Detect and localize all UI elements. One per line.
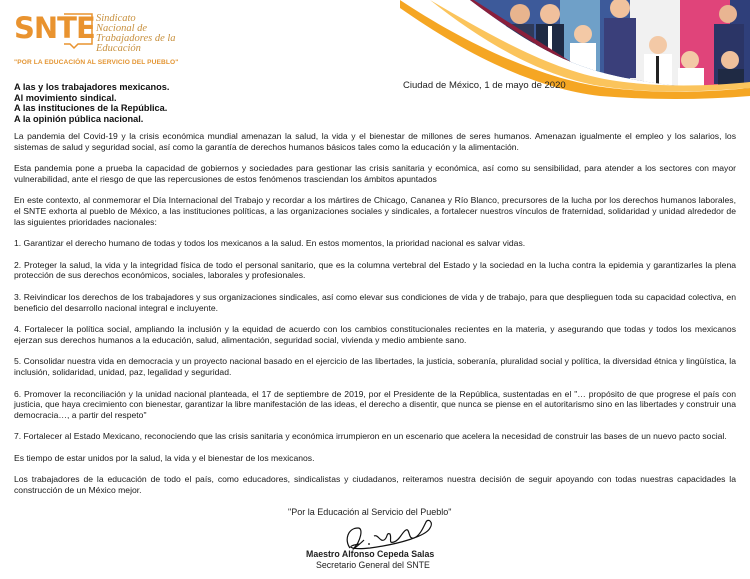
paragraph: Esta pandemia pone a prueba la capacidad de gobiernos y sociedades para gestionar las crisis sanitaria y económica, así como su sensibilidad, para atender a los sectores con mayor vulnerabilidad, ante el riesgo de que las repercusiones de estos fenómenos trasciendan los ámbitos apuntados bbox=[14, 163, 736, 184]
snte-logo-mark bbox=[14, 12, 94, 48]
letter-body bbox=[14, 131, 736, 507]
priority-item: 2. Proteger la salud, la vida y la integridad física de todo el personal sanitario, que es la columna vertebral del Estado y la sociedad en la lucha contra la epidemia y garantizarles la plena protección de sus derechos económicos, sociales, laborales y profesionales. bbox=[14, 259, 736, 281]
logo-name-line: Trabajadores de la bbox=[96, 33, 176, 44]
closing-motto: "Por la Educación al Servicio del Pueblo" bbox=[288, 507, 452, 517]
paragraph: Los trabajadores de la educación de todo el país, como educadores, sindicalistas y ciudadanos, reiteramos nuestra decisión de seguir apoyando con todas nuestras capacidades la construcción de un México mejor. bbox=[14, 474, 736, 496]
signer-title: Secretario General del SNTE bbox=[316, 560, 430, 570]
logo-union-name bbox=[96, 14, 196, 54]
addressee-line: A la opinión pública nacional. bbox=[14, 113, 144, 124]
paragraph: En este contexto, al conmemorar el Día Internacional del Trabajo y recordar a los mártires de Chicago, Cananea y Río Blanco, precursores de la lucha por los derechos humanos laborales, el SNTE exhorta al pueblo de México, a las instituciones políticas, a las organizaciones sociales y sindicales, a fortalecer nuestros vínculos de fraternidad, solidaridad y unidad alrededor de las siguientes prioridades nacionales: bbox=[14, 195, 736, 227]
book-icon bbox=[14, 12, 94, 52]
addressee-line: Al movimiento sindical. bbox=[14, 92, 117, 103]
logo-acronym: SNTE bbox=[14, 11, 95, 45]
logo-motto: "POR LA EDUCACIÓN AL SERVICIO DEL PUEBLO" bbox=[14, 59, 179, 66]
priority-item: 6. Promover la reconciliación y la unidad nacional planteada, el 17 de septiembre de 2019, por el Presidente de la República, sustentadas en el "… propósito de que progrese el país con justicia, que haya crecimiento con bienestar, garantizar la libre manifestación de las ideas, el derecho a disentir, que nunca se piense en el autoritarismo sino en las libertades y construir una democracia…, a partir del respeto" bbox=[14, 388, 736, 420]
addressee-line: A las instituciones de la República. bbox=[14, 103, 168, 113]
addressees bbox=[14, 82, 169, 124]
signer-name: Maestro Alfonso Cepeda Salas bbox=[306, 549, 435, 559]
addressee-line: A las y los trabajadores mexicanos. bbox=[14, 82, 170, 92]
logo-name-line: Sindicato bbox=[96, 13, 136, 24]
priority-item: 3. Reivindicar los derechos de los trabajadores y sus organizaciones sindicales, así como elevar sus condiciones de vida y de trabajo, para que desplieguen toda su capacidad colectiva, en beneficio del desarrollo nacional integral e incluyente. bbox=[14, 291, 736, 313]
paragraph: La pandemia del Covid-19 y la crisis económica mundial amenazan la salud, la vida y el bienestar de millones de seres humanos. Amenazan igualmente el empleo y los salarios, los sistemas de salud y seguridad social, así como la garantía de derechos humanos básicos tales como la educación y la alimentación. bbox=[14, 131, 736, 152]
paragraph: Es tiempo de estar unidos por la salud, la vida y el bienestar de los mexicanos. bbox=[14, 452, 315, 463]
logo-name-line: Nacional de bbox=[96, 23, 148, 34]
priority-item: 5. Consolidar nuestra vida en democracia y un proyecto nacional basado en el ejercicio de las libertades, la justicia, soberanía, pluralidad social y política, la diversidad étnica y lingüística, la inclusión, solidaridad, unidad, paz, legalidad y seguridad. bbox=[14, 356, 736, 377]
logo-name-line: Educación bbox=[96, 43, 141, 54]
letter-date: Ciudad de México, 1 de mayo de 2020 bbox=[403, 80, 566, 91]
priority-item: 7. Fortalecer al Estado Mexicano, reconociendo que las crisis sanitaria y económica irrumpieron en un escenario que acelera la necesidad de construir las bases de un nuevo pacto social. bbox=[14, 431, 727, 442]
priority-item: 1. Garantizar el derecho humano de todas y todos los mexicanos a la salud. En estos momentos, la prioridad nacional es salvar vidas. bbox=[14, 238, 526, 249]
priority-item: 4. Fortalecer la política social, ampliando la inclusión y la equidad de acuerdo con los cambios constitucionales recientes en la materia, y asegurando que todas y todos los mexicanos ejerzan sus derechos humanos a la educación, salud, alimentación, seguridad social, vivienda y medio ambiente sano. bbox=[14, 324, 736, 345]
